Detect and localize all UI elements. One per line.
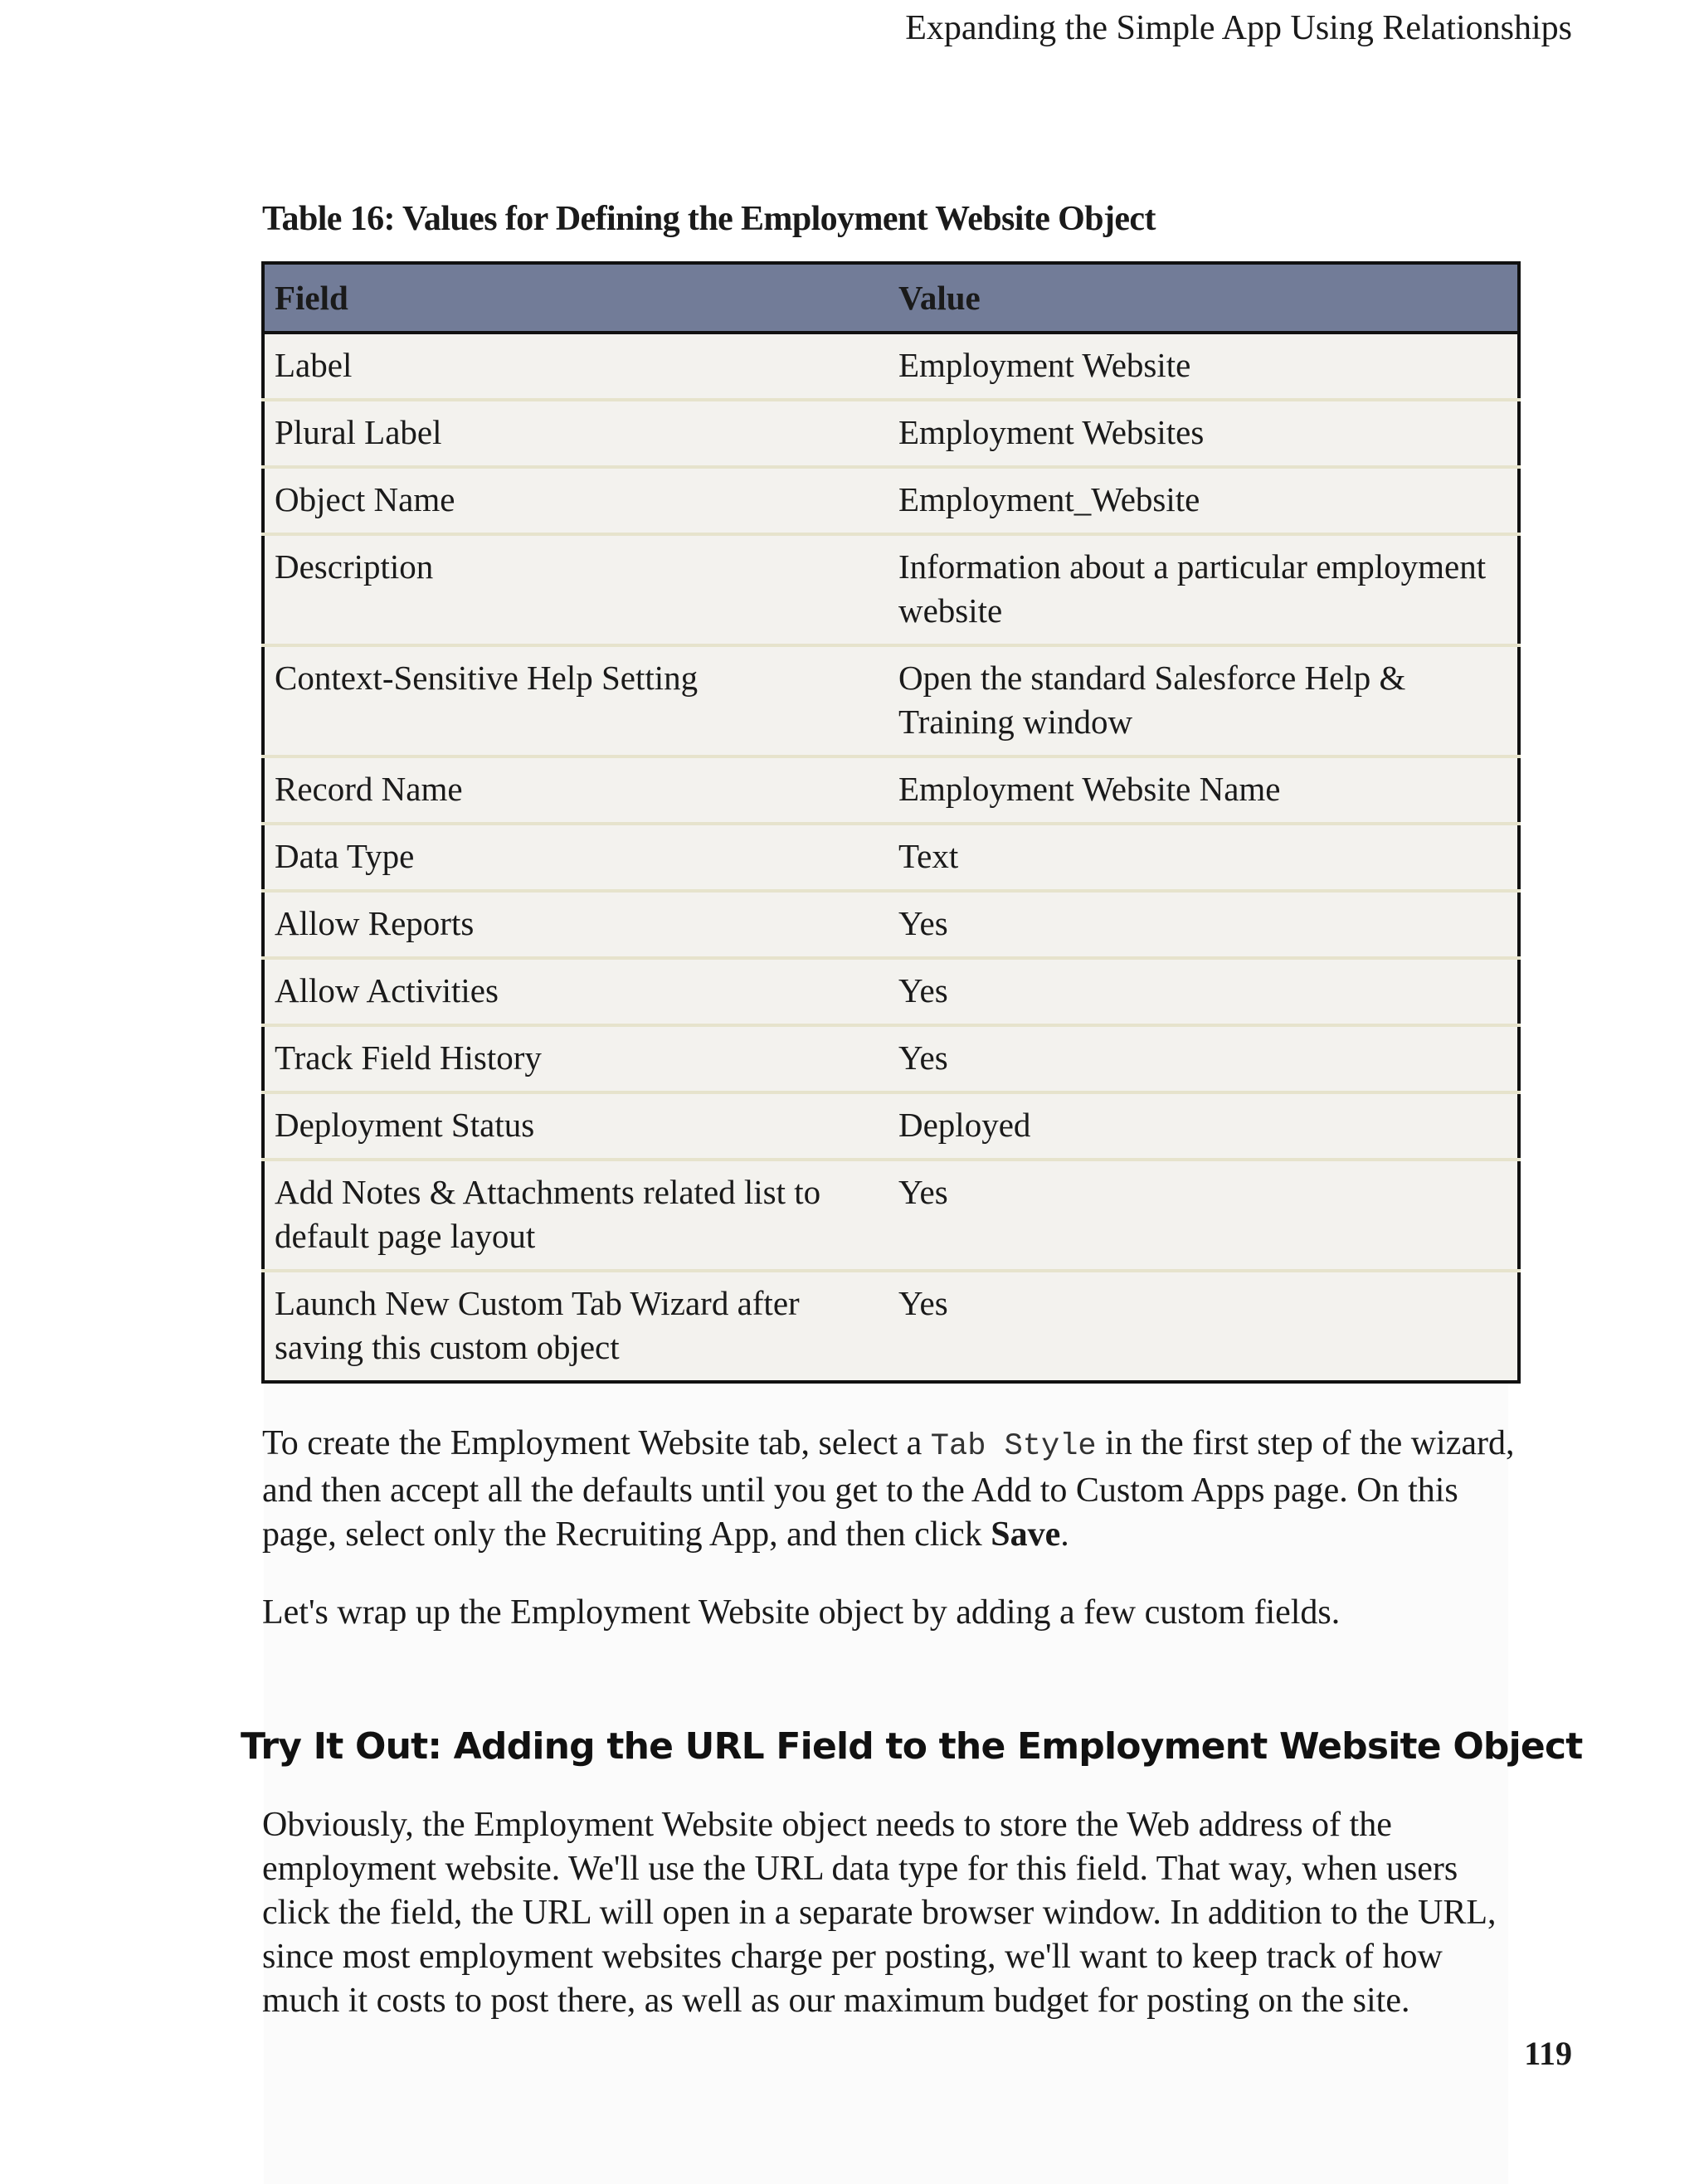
paragraph-text: To create the Employment Website tab, select a xyxy=(262,1424,931,1462)
table-row xyxy=(263,333,1519,400)
paragraph-text: . xyxy=(1060,1515,1069,1554)
field-cell: Add Notes & Attachments related list to default page layout xyxy=(263,1160,888,1271)
values-table xyxy=(261,261,1521,1384)
value-cell: Yes xyxy=(888,1025,1519,1092)
value-cell: Yes xyxy=(888,1271,1519,1382)
field-cell: Object Name xyxy=(263,467,888,534)
section-heading: Try It Out: Adding the URL Field to the Employment Website Object xyxy=(241,1725,1583,1768)
table-header-row xyxy=(263,263,1519,333)
table-row xyxy=(263,1160,1519,1271)
field-cell: Label xyxy=(263,333,888,400)
value-cell: Employment Website xyxy=(888,333,1519,400)
table-row xyxy=(263,467,1519,534)
value-cell: Text xyxy=(888,824,1519,891)
value-cell: Yes xyxy=(888,958,1519,1025)
value-cell: Open the standard Salesforce Help & Training window xyxy=(888,645,1519,756)
field-cell: Track Field History xyxy=(263,1025,888,1092)
field-cell: Allow Reports xyxy=(263,891,888,958)
field-cell: Description xyxy=(263,534,888,645)
table-row xyxy=(263,534,1519,645)
value-cell: Yes xyxy=(888,891,1519,958)
paragraph-text: in the first step of the wizard, and then accept all the defaults until you get to the Add to Custom Apps page. On this page, select only the Recruiting App, and then click xyxy=(262,1424,1515,1554)
table-row xyxy=(263,400,1519,467)
table-row xyxy=(263,824,1519,891)
body-paragraph-wrap-up: Let's wrap up the Employment Website object by adding a few custom fields. xyxy=(262,1593,1341,1632)
value-cell: Deployed xyxy=(888,1092,1519,1160)
field-cell: Context-Sensitive Help Setting xyxy=(263,645,888,756)
table-row xyxy=(263,891,1519,958)
table-row xyxy=(263,1025,1519,1092)
field-cell: Allow Activities xyxy=(263,958,888,1025)
bold-save-term: Save xyxy=(991,1515,1061,1554)
value-cell: Employment_Website xyxy=(888,467,1519,534)
column-header-value: Value xyxy=(888,263,1519,333)
table-row xyxy=(263,756,1519,824)
body-paragraph-url-field: Obviously, the Employment Website object needs to store the Web address of the employment website. We'll use the URL data type for this field. That way, when users click the field, the URL will open in a separate browser window. In addition to the URL, since most employment websites charge per posting, we'll want to keep track of how much it costs to post there, as well as our maximum budget for posting on the site. xyxy=(262,1806,1497,2020)
body-paragraph-tab-instructions xyxy=(262,1422,1523,1557)
table-caption: Table 16: Values for Defining the Employment Website Object xyxy=(262,200,1156,238)
field-cell: Record Name xyxy=(263,756,888,824)
field-cell: Plural Label xyxy=(263,400,888,467)
value-cell: Employment Websites xyxy=(888,400,1519,467)
running-header: Expanding the Simple App Using Relationships xyxy=(905,9,1572,47)
table-row xyxy=(263,958,1519,1025)
field-cell: Launch New Custom Tab Wizard after saving this custom object xyxy=(263,1271,888,1382)
table-row xyxy=(263,1271,1519,1382)
value-cell: Employment Website Name xyxy=(888,756,1519,824)
field-cell: Data Type xyxy=(263,824,888,891)
column-header-field: Field xyxy=(263,263,888,333)
table-row xyxy=(263,645,1519,756)
field-cell: Deployment Status xyxy=(263,1092,888,1160)
value-cell: Information about a particular employment website xyxy=(888,534,1519,645)
inline-code-tab-style: Tab Style xyxy=(930,1429,1097,1464)
table-row xyxy=(263,1092,1519,1160)
page-number: 119 xyxy=(1524,2035,1572,2072)
value-cell: Yes xyxy=(888,1160,1519,1271)
